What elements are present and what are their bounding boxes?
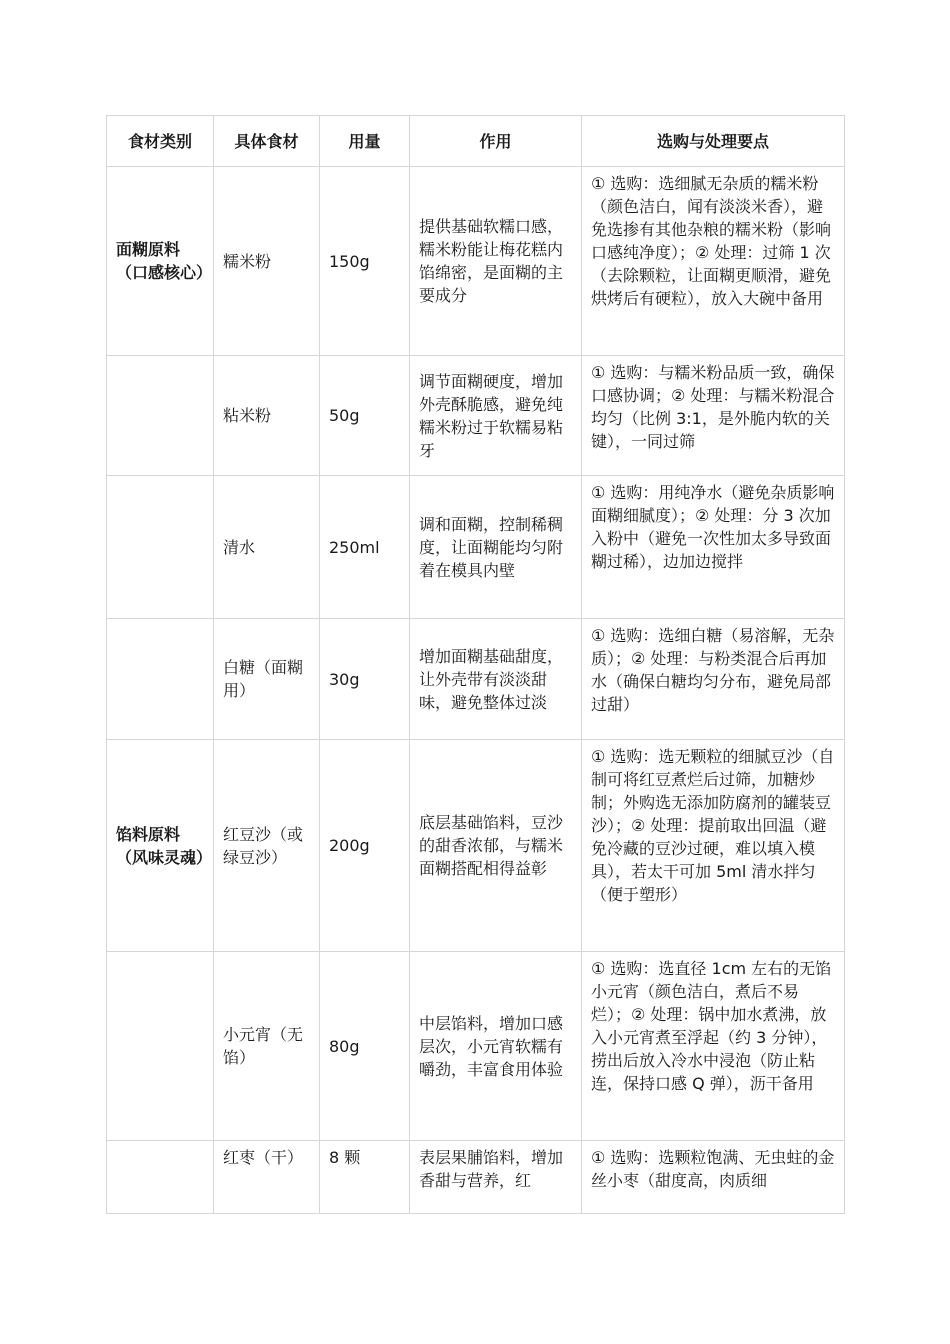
table-row [107,1141,845,1214]
role-cell: 表层果脯馅料，增加香甜与营养，红 [410,1141,582,1214]
category-cell: 馅料原料（风味灵魂） [107,740,214,952]
amount-cell: 200g [320,740,410,952]
category-cell [107,476,214,619]
ingredient-cell: 白糖（面糊用） [214,619,320,740]
role-cell: 提供基础软糯口感，糯米粉能让梅花糕内馅绵密，是面糊的主要成分 [410,167,582,356]
header-ingredient: 具体食材 [214,116,320,167]
role-cell: 调和面糊，控制稀稠度，让面糊能均匀附着在模具内壁 [410,476,582,619]
role-cell: 中层馅料，增加口感层次，小元宵软糯有嚼劲，丰富食用体验 [410,952,582,1141]
table-row [107,952,845,1141]
ingredient-table [106,115,845,1214]
table-row [107,167,845,356]
amount-cell: 150g [320,167,410,356]
role-cell: 增加面糊基础甜度，让外壳带有淡淡甜味，避免整体过淡 [410,619,582,740]
header-amount: 用量 [320,116,410,167]
table-row [107,619,845,740]
amount-cell: 30g [320,619,410,740]
header-role: 作用 [410,116,582,167]
table-row [107,356,845,476]
ingredient-cell: 粘米粉 [214,356,320,476]
category-cell [107,619,214,740]
header-category: 食材类别 [107,116,214,167]
amount-cell: 80g [320,952,410,1141]
category-cell [107,952,214,1141]
amount-cell: 250ml [320,476,410,619]
tips-cell: ① 选购：选直径 1cm 左右的无馅小元宵（颜色洁白，煮后不易烂）；② 处理：锅中加水煮沸，放入小元宵煮至浮起（约 3 分钟），捞出后放入冷水中浸泡（防止粘连，保持口感 Q 弹），沥干备用 [582,952,845,1141]
category-cell [107,1141,214,1214]
category-cell: 面糊原料（口感核心） [107,167,214,356]
ingredient-cell: 糯米粉 [214,167,320,356]
ingredient-cell: 清水 [214,476,320,619]
tips-cell: ① 选购：选颗粒饱满、无虫蛀的金丝小枣（甜度高，肉质细 [582,1141,845,1214]
tips-cell: ① 选购：选无颗粒的细腻豆沙（自制可将红豆煮烂后过筛，加糖炒制；外购选无添加防腐剂的罐装豆沙）；② 处理：提前取出回温（避免冷藏的豆沙过硬，难以填入模具），若太干可加 5ml 清水拌匀（便于塑形） [582,740,845,952]
header-tips: 选购与处理要点 [582,116,845,167]
tips-cell: ① 选购：选细腻无杂质的糯米粉（颜色洁白，闻有淡淡米香），避免选掺有其他杂粮的糯米粉（影响口感纯净度）；② 处理：过筛 1 次（去除颗粒，让面糊更顺滑，避免烘烤后有硬粒），放入大碗中备用 [582,167,845,356]
table-row [107,476,845,619]
header-row [107,116,845,167]
tips-cell: ① 选购：用纯净水（避免杂质影响面糊细腻度）；② 处理：分 3 次加入粉中（避免一次性加太多导致面糊过稀），边加边搅拌 [582,476,845,619]
table-row [107,740,845,952]
category-cell [107,356,214,476]
ingredient-cell: 小元宵（无馅） [214,952,320,1141]
amount-cell: 50g [320,356,410,476]
role-cell: 底层基础馅料，豆沙的甜香浓郁，与糯米面糊搭配相得益彰 [410,740,582,952]
role-cell: 调节面糊硬度，增加外壳酥脆感，避免纯糯米粉过于软糯易粘牙 [410,356,582,476]
tips-cell: ① 选购：与糯米粉品质一致，确保口感协调；② 处理：与糯米粉混合均匀（比例 3:1，是外脆内软的关键），一同过筛 [582,356,845,476]
amount-cell: 8 颗 [320,1141,410,1214]
ingredient-cell: 红枣（干） [214,1141,320,1214]
ingredient-cell: 红豆沙（或绿豆沙） [214,740,320,952]
tips-cell: ① 选购：选细白糖（易溶解，无杂质）；② 处理：与粉类混合后再加水（确保白糖均匀分布，避免局部过甜） [582,619,845,740]
